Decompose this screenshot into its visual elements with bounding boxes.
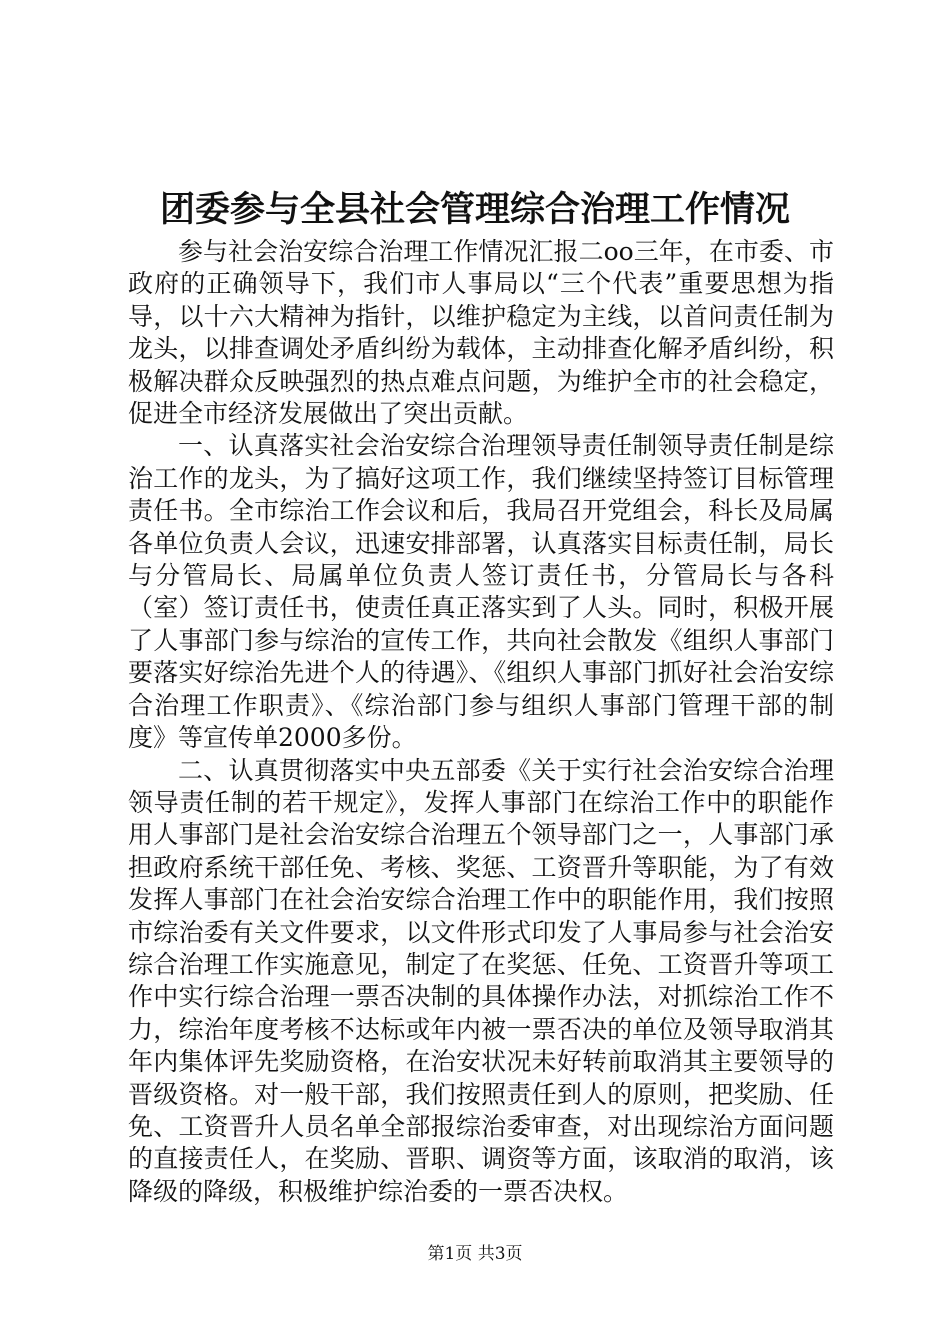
page-number-footer: 第1页 共3页 [427, 1244, 523, 1264]
paragraph-section-two: 二、认真贯彻落实中央五部委《关于实行社会治安综合治理领导责任制的若干规定》，发挥人事部门在综治工作中的职能作用人事部门是社会治安综合治理五个领导部门之一，人事部门承担政府系统干部任免、考核、奖惩、工资晋升等职能，为了有效发挥人事部门在社会治安综合治理工作中的职能作用，我们按照市综治委有关文件要求，以文件形式印发了人事局参与社会治安综合治理工作实施意见，制定了在奖惩、任免、工资晋升等项工作中实行综合治理一票否决制的具体操作办法，对抓综治工作不力，综治年度考核不达标或年内被一票否决的单位及领导取消其年内集体评先奖励资格，在治安状况未好转前取消其主要领导的晋级资格。对一般干部，我们按照责任到人的原则，把奖励、任免、工资晋升人员名单全部报综治委审查，对出现综治方面问题的直接责任人，在奖励、晋职、调资等方面，该取消的取消，该降级的降级，积极维护综治委的一票否决权。 [128, 755, 834, 1206]
document-title: 团委参与全县社会管理综合治理工作情况 [159, 189, 790, 230]
paragraph-section-one: 一、认真落实社会治安综合治理领导责任制领导责任制是综治工作的龙头，为了搞好这项工作，我们继续坚持签订目标管理责任书。全市综治工作会议和后，我局召开党组会，科长及局属各单位负责人会议，迅速安排部署，认真落实目标责任制，局长与分管局长、局属单位负责人签订责任书，分管局长与各科（室）签订责任书，使责任真正落实到了人头。同时，积极开展了人事部门参与综治的宣传工作，共向社会散发《组织人事部门要落实好综治先进个人的待遇》、《组织人事部门抓好社会治安综合治理工作职责》、《综治部门参与组织人事部门管理干部的制度》等宣传单2000多份。 [128, 431, 834, 753]
paragraph-intro: 参与社会治安综合治理工作情况汇报二oo三年，在市委、市政府的正确领导下，我们市人事局以“三个代表”重要思想为指导，以十六大精神为指针，以维护稳定为主线，以首问责任制为龙头，以排查调处矛盾纠纷为载体，主动排查化解矛盾纠纷，积极解决群众反映强烈的热点难点问题，为维护全市的社会稳定，促进全市经济发展做出了突出贡献。 [128, 237, 834, 429]
document-body [128, 236, 834, 1208]
